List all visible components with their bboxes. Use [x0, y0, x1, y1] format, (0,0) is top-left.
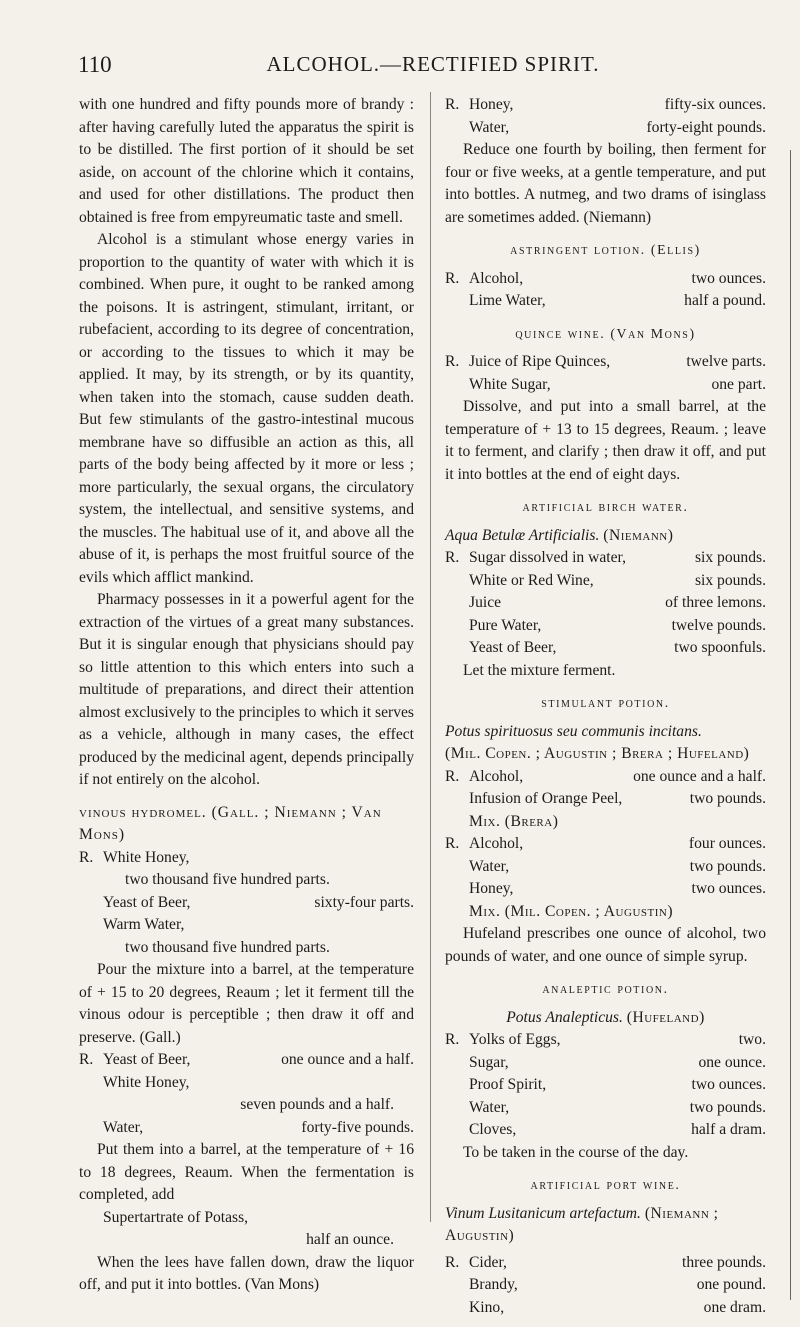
- dose: two ounces.: [691, 880, 766, 897]
- dose: fifty-six ounces.: [664, 96, 766, 113]
- latin-title: Potus spirituosus seu communis incitans.: [445, 722, 702, 740]
- column-divider: [430, 92, 431, 1222]
- recipe: [445, 268, 766, 313]
- ingredient: Brandy,: [469, 1276, 518, 1293]
- dose: two thousand five hundred parts.: [125, 871, 330, 888]
- dose: one ounce.: [698, 1053, 766, 1071]
- page-number: 110: [78, 52, 112, 77]
- recipe-symbol: R.: [445, 269, 460, 287]
- ingredient: Alcohol,: [469, 835, 524, 852]
- paragraph: with one hundred and fifty pounds more of brandy : after having carefully luted the apparatus the spirit is to be distilled. The first portion of it should be set aside, on account of the chlorine which it contains, and used for other distillations. The product then obtained is free from empyreumatic taste and smell.: [79, 96, 414, 226]
- running-title: ALCOHOL.—RECTIFIED SPIRIT.: [266, 52, 600, 76]
- ingredient: Infusion of Orange Peel,: [469, 790, 623, 807]
- latin-title-line: [445, 1203, 766, 1248]
- ingredient: White or Red Wine,: [469, 571, 594, 589]
- paragraph: To be taken in the course of the day.: [463, 1143, 689, 1161]
- ingredient: Juice of Ripe Quinces,: [469, 353, 611, 370]
- latin-title-line: [445, 525, 766, 548]
- paragraph: Hufeland prescribes one ounce of alcohol, two pounds of water, and one ounce of simple syrup.: [445, 925, 766, 965]
- page-header: [78, 52, 748, 82]
- ingredient: Warm Water,: [103, 916, 185, 933]
- ingredient: Sugar dissolved in water,: [469, 549, 627, 566]
- dose: two pounds.: [689, 1098, 766, 1116]
- dose: four ounces.: [688, 835, 766, 852]
- dose: half a pound.: [684, 292, 766, 309]
- author-citation: (Niemann ; Augustin): [445, 1204, 719, 1244]
- paragraph: Pour the mixture into a barrel, at the temperature of + 15 to 20 degrees, Reaum ; let it ferment till the vinous odour is perceptible ; then draw it off and preserve. (Gall.): [79, 961, 414, 1046]
- mix-note: Mix. (Brera): [469, 812, 559, 830]
- ingredient: White Honey,: [103, 848, 190, 866]
- ingredient: Water,: [469, 118, 510, 136]
- dose: sixty-four parts.: [314, 893, 414, 911]
- paragraph: Let the mixture ferment.: [463, 661, 616, 679]
- ingredient: Supertartrate of Potass,: [103, 1208, 249, 1226]
- paragraph: Put them into a barrel, at the temperature of + 16 to 18 degrees, Reaum. When the fermentation is completed, add: [79, 1141, 414, 1203]
- ingredient: Yeast of Beer,: [103, 893, 191, 911]
- dose: one ounce and a half.: [633, 767, 766, 785]
- section-heading: stimulant potion.: [541, 695, 670, 710]
- ingredient: Kino,: [469, 1298, 505, 1316]
- dose: two pounds.: [689, 857, 766, 875]
- recipe-symbol: R.: [445, 1031, 460, 1048]
- dose: six pounds.: [694, 549, 766, 566]
- ingredient: Yeast of Beer,: [103, 1051, 191, 1068]
- mix-note: Mix. (Mil. Copen. ; Augustin): [469, 902, 674, 920]
- paragraph: Dissolve, and put into a small barrel, at the temperature of + 13 to 15 degrees, Reaum. ; leave it to ferment, and clarify ; then draw it off, and put it into bottles at the end of eight days.: [445, 398, 766, 483]
- dose: forty-eight pounds.: [646, 118, 766, 136]
- recipe: [445, 1029, 766, 1142]
- ingredient: Cider,: [469, 1253, 507, 1271]
- dose: twelve parts.: [686, 353, 766, 370]
- dose: two pounds.: [689, 790, 766, 807]
- dose: two spoonfuls.: [674, 639, 766, 656]
- paragraph: Pharmacy possesses in it a powerful agent for the extraction of the virtues of a great many substances. But it is singular enough that physicians should pay so little attention to this which enters into such a multitude of preparations, and direct their attention almost exclusively to the principles to which it serves as a vehicle, although in many cases, the effect produced by the medicinal agent, depends principally if not entirely on the alcohol.: [79, 591, 414, 788]
- dose: three pounds.: [681, 1253, 766, 1271]
- recipe: [445, 351, 766, 396]
- recipe-symbol: R.: [79, 1051, 94, 1068]
- section-heading: quince wine. (Van Mons): [515, 325, 696, 341]
- dose: two ounces.: [691, 1076, 766, 1093]
- latin-title-line: [445, 1007, 766, 1030]
- ingredient: Alcohol,: [469, 767, 524, 785]
- recipe: [79, 1049, 414, 1139]
- dose: of three lemons.: [665, 594, 766, 611]
- author-citation: (Mil. Copen. ; Augustin ; Brera ; Hufeland): [445, 745, 750, 762]
- ingredient: Water,: [103, 1118, 144, 1136]
- ingredient: Pure Water,: [469, 616, 542, 634]
- ingredient: Sugar,: [469, 1053, 509, 1071]
- recipe: [445, 833, 766, 923]
- section-heading: artificial port wine.: [530, 1177, 681, 1192]
- dose: one part.: [711, 375, 766, 393]
- dose: half an ounce.: [306, 1231, 394, 1248]
- recipe-symbol: R.: [79, 848, 94, 866]
- ingredient: Yeast of Beer,: [469, 639, 557, 656]
- ingredient: Cloves,: [469, 1121, 517, 1138]
- dose: forty-five pounds.: [301, 1118, 414, 1136]
- paragraph: Reduce one fourth by boiling, then ferment for four or five weeks, at a gentle temperature, and put into bottles. A nutmeg, and two drams of isinglass are sometimes added. (Niemann): [445, 141, 766, 226]
- recipe-symbol: R.: [445, 835, 460, 852]
- ingredient: Proof Spirit,: [469, 1076, 547, 1093]
- ingredient: Honey,: [469, 96, 514, 113]
- dose: two ounces.: [691, 269, 766, 287]
- author-citation: (Hufeland): [626, 1008, 705, 1026]
- latin-title: Vinum Lusitanicum artefactum.: [445, 1204, 641, 1222]
- recipe-symbol: R.: [445, 767, 460, 785]
- page-edge-line: [790, 150, 791, 1300]
- ingredient: Water,: [469, 1098, 510, 1116]
- ingredient: Honey,: [469, 880, 514, 897]
- recipe: [445, 94, 766, 139]
- dose: one ounce and a half.: [281, 1051, 414, 1068]
- dose: twelve pounds.: [671, 616, 766, 634]
- dose: half a dram.: [691, 1121, 766, 1138]
- recipe-symbol: R.: [445, 96, 460, 113]
- right-column: [445, 94, 766, 1319]
- ingredient: Juice: [469, 594, 502, 611]
- dose: one pound.: [696, 1276, 766, 1293]
- section-heading: artificial birch water.: [522, 499, 689, 514]
- recipe: [79, 847, 414, 960]
- recipe: [445, 547, 766, 660]
- section-heading: astringent lotion. (Ellis): [510, 242, 701, 257]
- dose: six pounds.: [694, 571, 766, 589]
- ingredient: White Honey,: [103, 1073, 190, 1091]
- ingredient: Water,: [469, 857, 510, 875]
- dose: seven pounds and a half.: [240, 1096, 394, 1113]
- latin-title: Aqua Betulæ Artificialis.: [445, 526, 600, 544]
- recipe: [445, 766, 766, 834]
- section-heading: vinous hydromel. (Gall. ; Niemann ; Van Mons): [79, 803, 382, 843]
- paragraph: When the lees have fallen down, draw the liquor off, and put it into bottles. (Van Mons): [79, 1253, 414, 1293]
- recipe-symbol: R.: [445, 549, 460, 566]
- section-heading: analeptic potion.: [542, 981, 669, 996]
- left-column: [79, 94, 414, 1297]
- ingredient: Yolks of Eggs,: [469, 1031, 561, 1048]
- ingredient: Alcohol,: [469, 269, 524, 287]
- dose: two thousand five hundred parts.: [125, 938, 330, 956]
- ingredient: White Sugar,: [469, 375, 551, 393]
- dose: two.: [738, 1031, 766, 1048]
- latin-title: Potus Analepticus.: [506, 1008, 623, 1026]
- dose: one dram.: [703, 1298, 766, 1316]
- paragraph: Alcohol is a stimulant whose energy varies in proportion to the quantity of water with which it is combined. When pure, it ought to be ranked among the poisons. It is astringent, stimulant, irritant, or rubefacient, according to its degree of concentration, or according to the tissues to which it may be applied. It may, by its strength, or by its quantity, when taken into the stomach, cause sudden death. But few stimulants of the gastro-intestinal mucous membrane have so diffusible an action as this, all parts of the body being affected by it more or less ; more particularly, the sexual organs, the circulatory system, the intellectual, and sensitive systems, and the muscles. The habitual use of it, and above all the abuse of it, is perhaps the most fruitful source of the evils which afflict mankind.: [79, 231, 414, 586]
- recipe-symbol: R.: [445, 353, 460, 370]
- recipe: [445, 1252, 766, 1320]
- recipe-symbol: R.: [445, 1253, 460, 1271]
- ingredient: Lime Water,: [469, 292, 546, 309]
- author-citation: (Niemann): [603, 526, 674, 544]
